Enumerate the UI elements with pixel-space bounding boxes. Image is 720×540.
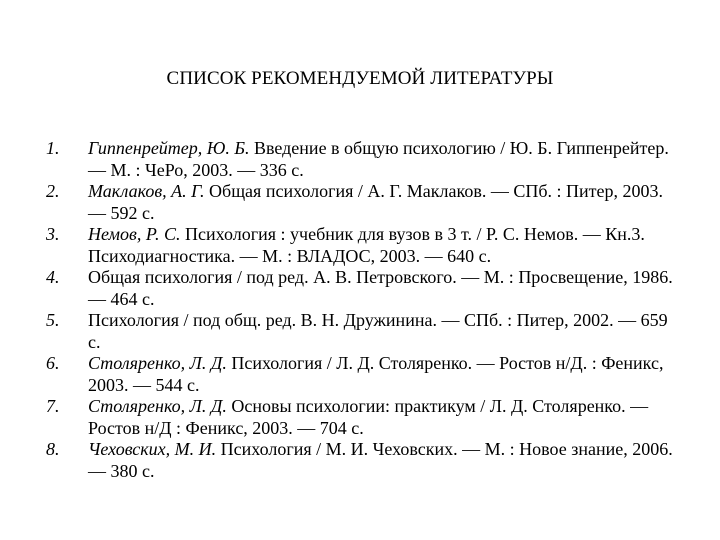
list-item — [40, 267, 680, 310]
item-text: Психология / под общ. ред. В. Н. Дружинина. — СПб. : Питер, 2002. — 659 с. — [88, 310, 668, 352]
list-item — [40, 310, 680, 353]
item-number: 6. — [46, 353, 60, 373]
item-author: Столяренко, Л. Д. — [88, 353, 227, 373]
list-item — [40, 353, 680, 396]
item-text: Общая психология / под ред. А. В. Петровского. — М. : Просвещение, 1986. — 464 с. — [88, 267, 673, 309]
item-number: 3. — [46, 224, 60, 244]
item-author: Маклаков, А. Г. — [88, 181, 205, 201]
item-text: Психология : учебник для вузов в 3 т. / Р. С. Немов. — Кн.3. Психодиагностика. — М. : ВЛАДОС, 2003. — 640 с. — [88, 224, 645, 266]
list-item — [40, 224, 680, 267]
item-text: Введение в общую психологию / Ю. Б. Гиппенрейтер. — М. : ЧеРо, 2003. — 336 с. — [88, 138, 669, 180]
item-author: Чеховских, М. И. — [88, 439, 217, 459]
item-number: 7. — [46, 396, 60, 416]
item-number: 4. — [46, 267, 60, 287]
item-author: Немов, Р. С. — [88, 224, 181, 244]
item-number: 1. — [46, 138, 60, 158]
item-author: Столяренко, Л. Д. — [88, 396, 227, 416]
list-item — [40, 396, 680, 439]
item-author: Гиппенрейтер, Ю. Б. — [88, 138, 250, 158]
page-title: СПИСОК РЕКОМЕНДУЕМОЙ ЛИТЕРАТУРЫ — [166, 68, 554, 89]
list-item — [40, 439, 680, 482]
item-number: 8. — [46, 439, 60, 459]
item-number: 2. — [46, 181, 60, 201]
list-item — [40, 181, 680, 224]
item-text: Психология / М. И. Чеховских. — М. : Новое знание, 2006. — 380 с. — [88, 439, 673, 481]
list-item — [40, 138, 680, 181]
item-text: Общая психология / А. Г. Маклаков. — СПб. : Питер, 2003. — 592 с. — [88, 181, 663, 223]
reference-list — [40, 138, 680, 482]
item-text: Основы психологии: практикум / Л. Д. Столяренко. — Ростов н/Д : Феникс, 2003. — 704 с. — [88, 396, 649, 438]
item-number: 5. — [46, 310, 60, 330]
item-text: Психология / Л. Д. Столяренко. — Ростов н/Д. : Феникс, 2003. — 544 с. — [88, 353, 664, 395]
